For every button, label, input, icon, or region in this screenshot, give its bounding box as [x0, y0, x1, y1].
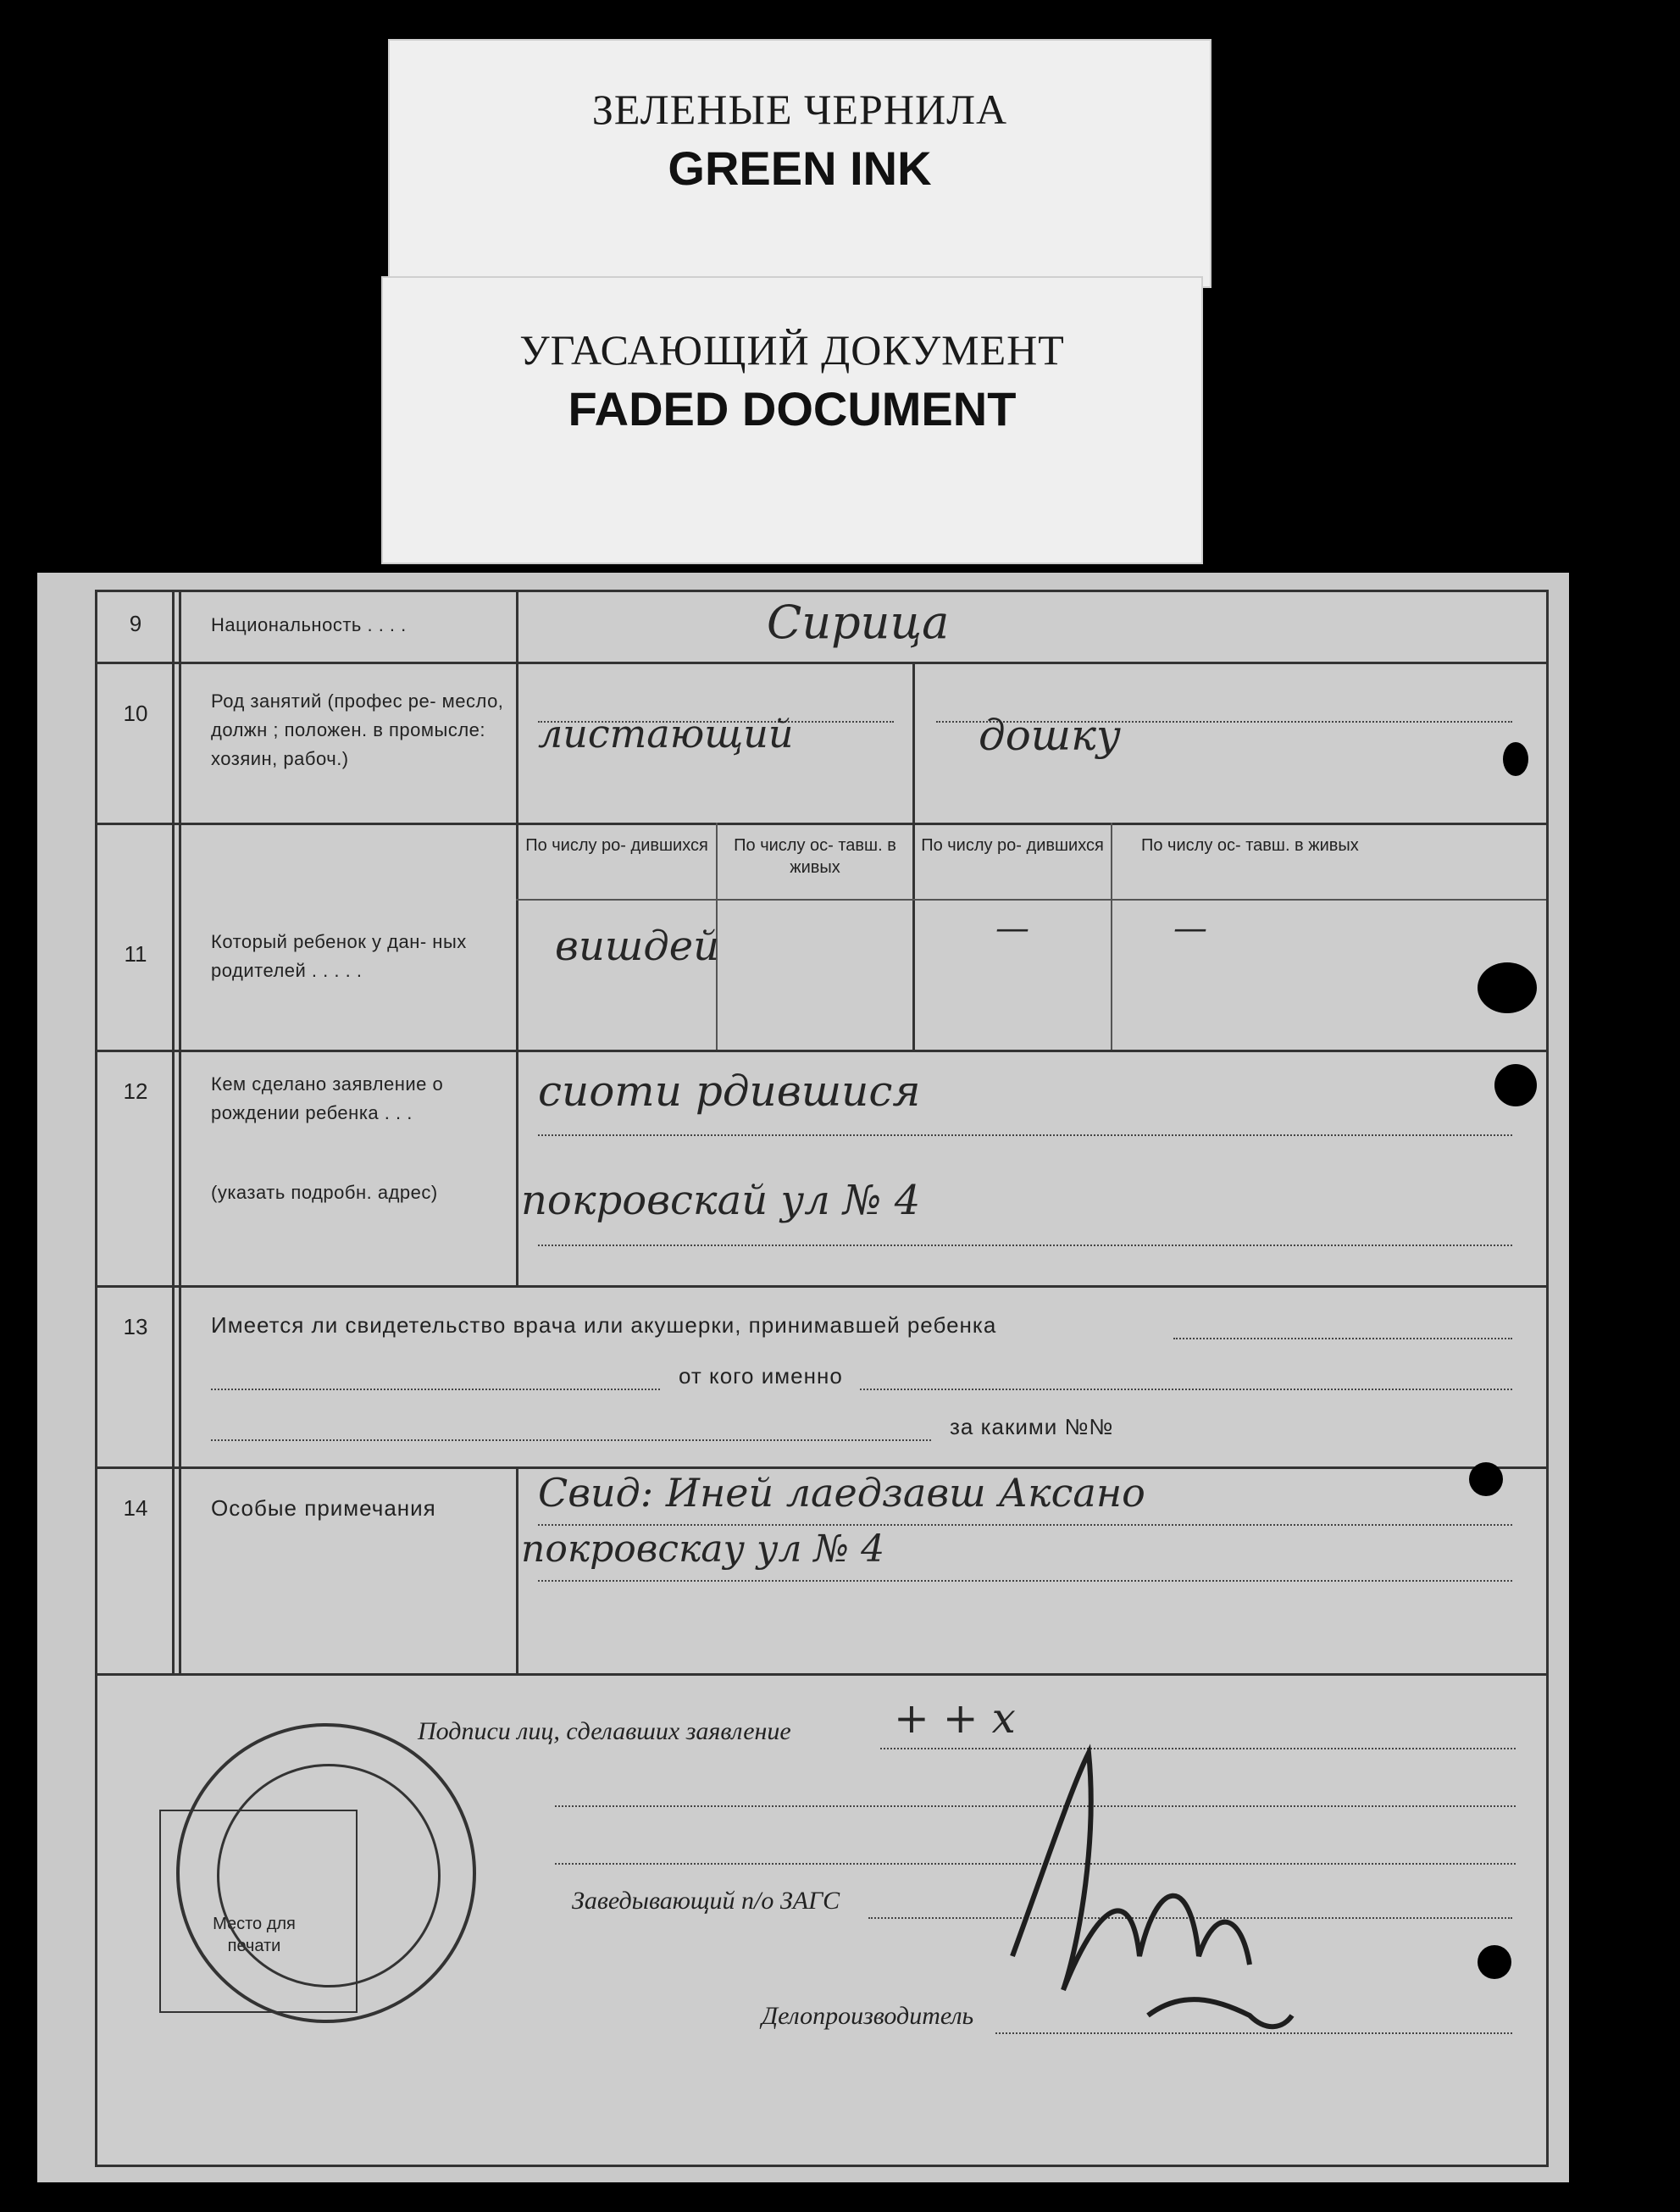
official-stamp-seal — [176, 1723, 476, 2023]
green-ink-ru: ЗЕЛЕНЫЕ ЧЕРНИЛА — [591, 86, 1008, 133]
row-number-9: 9 — [129, 611, 142, 636]
row-number-14: 14 — [123, 1495, 148, 1521]
dotted-line — [538, 1580, 1512, 1582]
child-order-label: Который ребенок у дан- ных родителей . . . . . — [211, 931, 467, 981]
binder-hole — [1494, 1064, 1537, 1106]
dotted-line — [538, 1245, 1512, 1246]
binder-hole — [1503, 742, 1528, 776]
column-divider — [1111, 823, 1112, 1050]
column-divider — [516, 1466, 518, 1673]
row-number-12: 12 — [123, 1078, 148, 1104]
row-divider — [97, 1285, 1546, 1288]
subheader-divider — [516, 899, 1546, 901]
row11-header-1: По числу ро- дившихся — [525, 836, 708, 855]
zags-signature — [995, 1736, 1300, 2058]
declarant-label: Кем сделано заявление о рождении ребенка . . . — [211, 1073, 444, 1123]
binder-hole — [1478, 962, 1537, 1013]
row11-header-4: По числу ос- тавш. в живых — [1141, 836, 1359, 855]
signatures-label: Подписи лиц, сделавших заявление — [418, 1717, 791, 1745]
notes-handwriting-1: Свид: Иней лаедзавш Аксано — [538, 1470, 1145, 1516]
column-divider — [912, 823, 915, 1050]
dotted-line — [211, 1439, 931, 1441]
child-order-handwriting: вишдей — [555, 923, 720, 970]
certificate-question: Имеется ли свидетельство врача или акушерки, принимавшей ребенка — [211, 1312, 997, 1338]
faded-document-ru: УГАСАЮЩИЙ ДОКУМЕНТ — [519, 326, 1065, 374]
dash-handwriting: — — [995, 909, 1029, 948]
declarant-handwriting-2: покровскай ул № 4 — [521, 1177, 921, 1224]
zags-head-label: Заведывающий п/о ЗАГС — [572, 1887, 840, 1915]
row-number-13: 13 — [123, 1314, 148, 1339]
occupation-left-handwriting: листающий — [538, 711, 794, 757]
record-form-sheet — [37, 573, 1569, 2182]
row11-header-2: По числу ос- тавш. в живых — [734, 836, 896, 877]
occupation-right-handwriting: дошку — [979, 711, 1122, 760]
dotted-line — [538, 1524, 1512, 1526]
column-divider — [179, 592, 181, 1673]
row11-header-3: По числу ро- дившихся — [921, 836, 1104, 855]
numbers-label: за какими №№ — [950, 1414, 1114, 1439]
nationality-handwriting: Сирица — [767, 596, 950, 649]
column-divider — [516, 592, 518, 1285]
faded-document-label-card — [381, 276, 1203, 564]
signature-marks: + + x — [894, 1694, 1016, 1743]
row-number-10: 10 — [123, 701, 148, 726]
from-whom-label: от кого именно — [679, 1363, 843, 1389]
green-ink-label-card — [388, 39, 1211, 288]
nationality-label: Национальность . . . . — [211, 614, 407, 635]
row-divider — [97, 1050, 1546, 1052]
stamp-place-label: Место для печати — [213, 1915, 296, 1955]
row-divider — [97, 823, 1546, 825]
dotted-line — [211, 1389, 660, 1390]
row-divider — [97, 662, 1546, 664]
address-label: (указать подробн. адрес) — [211, 1182, 438, 1203]
row-number-11: 11 — [124, 941, 147, 967]
green-ink-en: GREEN INK — [668, 141, 932, 195]
notes-label: Особые примечания — [211, 1495, 436, 1521]
clerk-label: Делопроизводитель — [762, 2002, 974, 2030]
column-divider — [912, 662, 915, 823]
row-divider — [97, 1466, 1546, 1469]
notes-handwriting-2: покровскау ул № 4 — [521, 1527, 885, 1571]
dash-handwriting: — — [1173, 909, 1207, 948]
stamp-inner-ring — [217, 1764, 441, 1987]
binder-hole — [1478, 1945, 1511, 1979]
binder-hole — [1469, 1462, 1503, 1496]
dotted-line — [860, 1389, 1512, 1390]
faded-document-en: FADED DOCUMENT — [568, 382, 1017, 435]
row-divider — [97, 1673, 1546, 1676]
dotted-line — [538, 1134, 1512, 1136]
declarant-handwriting-1: сиоти рдившися — [538, 1067, 921, 1116]
occupation-label: Род занятий (профес ре- месло, должн ; положен. в промысле: хозяин, рабоч.) — [211, 690, 504, 769]
dotted-line — [1173, 1338, 1512, 1339]
